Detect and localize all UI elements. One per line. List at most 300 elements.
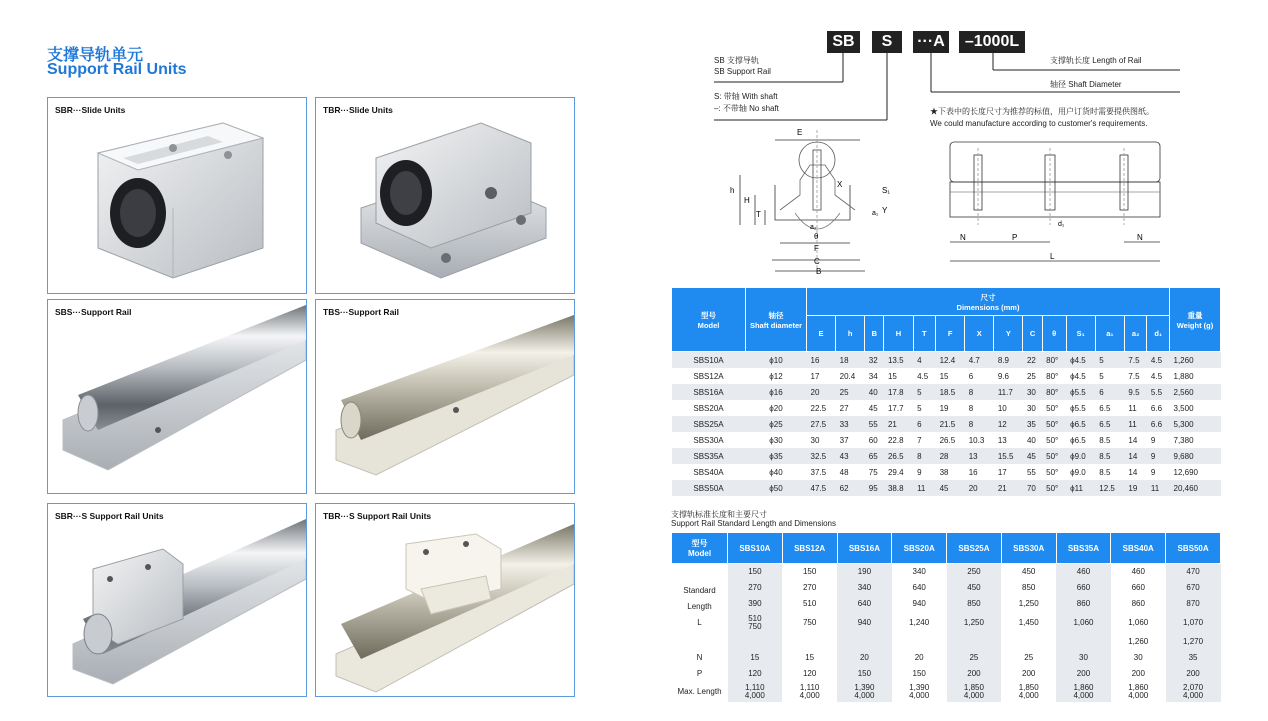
table-cell: 450 bbox=[947, 580, 1002, 596]
table-cell: 55 bbox=[865, 416, 884, 432]
dim-col-header: d₁ bbox=[1147, 316, 1170, 352]
table-cell: 8 bbox=[965, 384, 994, 400]
label-s1: S₁ bbox=[882, 186, 891, 195]
dim-col-header: X bbox=[965, 316, 994, 352]
table-cell: 1,270 bbox=[1166, 634, 1221, 650]
table-cell: 17 bbox=[810, 371, 820, 381]
dim-col-header: E bbox=[807, 316, 836, 352]
table-cell: 10 bbox=[997, 403, 1007, 413]
table-row bbox=[672, 432, 1221, 448]
table-cell: 50° bbox=[1042, 448, 1066, 464]
table-cell: 60 bbox=[868, 435, 878, 445]
table-cell: 50° bbox=[1046, 467, 1059, 477]
table-cell: 270 bbox=[728, 580, 783, 596]
panel-caption: SBR···Slide Units bbox=[55, 105, 126, 115]
table-row bbox=[672, 666, 1221, 682]
table-cell: 32.5 bbox=[807, 448, 836, 464]
table-cell: 32 bbox=[865, 352, 884, 369]
table-cell: 5 bbox=[917, 403, 922, 413]
table-cell: 18 bbox=[836, 352, 865, 369]
table-cell: 35 bbox=[1166, 650, 1221, 666]
table-cell: 14 bbox=[1128, 435, 1138, 445]
table-cell: 640 bbox=[837, 596, 892, 612]
label-b: B bbox=[816, 267, 822, 275]
table-cell: 1,390 4,000 bbox=[909, 683, 930, 700]
panel-sbr-slide-units bbox=[47, 97, 307, 294]
table-cell: 1,860 4,000 bbox=[1056, 682, 1111, 702]
table-cell: 12.5 bbox=[1095, 480, 1124, 496]
table-cell: 850 bbox=[947, 596, 1002, 612]
table-row bbox=[672, 564, 1221, 581]
panel-caption: TBS···Support Rail bbox=[323, 307, 400, 317]
table-cell: 5.5 bbox=[1147, 384, 1170, 400]
table-cell: 40 bbox=[1026, 435, 1036, 445]
table-cell: 7.5 bbox=[1124, 352, 1147, 369]
table-cell: 75 bbox=[868, 467, 878, 477]
sb-label-en: SB Support Rail bbox=[714, 67, 771, 76]
table-cell: 190 bbox=[837, 564, 892, 581]
table-cell: 640 bbox=[912, 583, 926, 592]
table-cell: 50° bbox=[1042, 480, 1066, 496]
table-cell: 1,250 bbox=[1018, 599, 1039, 608]
table-cell: 21 bbox=[994, 480, 1023, 496]
table-cell: SBS10A bbox=[672, 352, 746, 369]
table-cell: 30 bbox=[1133, 653, 1143, 662]
table-cell: 19 bbox=[1124, 480, 1147, 496]
table-cell: SBS20A bbox=[693, 403, 724, 413]
table-cell: 22.5 bbox=[810, 403, 827, 413]
table-cell: 9,680 bbox=[1170, 448, 1221, 464]
table-cell: 470 bbox=[1166, 564, 1221, 581]
table-cell: 25 bbox=[1024, 653, 1034, 662]
note-en: We could manufacture according to customer's requirements. bbox=[930, 119, 1148, 128]
table-cell: 20 bbox=[807, 384, 836, 400]
table-cell: ϕ25 bbox=[746, 416, 807, 432]
table-cell: 15 bbox=[887, 371, 897, 381]
std-header-model-code: SBS40A bbox=[1111, 533, 1166, 564]
table-cell: ϕ11 bbox=[1066, 480, 1095, 496]
label-c: C bbox=[814, 257, 820, 266]
std-header-model-code: SBS12A bbox=[782, 533, 837, 564]
label-e: E bbox=[797, 128, 803, 137]
table-cell: 250 bbox=[947, 564, 1002, 581]
table-cell: 1,240 bbox=[909, 618, 930, 627]
table-cell: 30 bbox=[1026, 403, 1036, 413]
table-cell: 11 bbox=[1128, 403, 1137, 413]
note-cn: ★下表中的长度尺寸为推荐的标值，用户订货时需要提供图纸。 bbox=[930, 107, 1154, 116]
table-cell bbox=[782, 634, 837, 650]
table-row bbox=[672, 448, 1221, 464]
label-y: Y bbox=[882, 206, 888, 215]
panel-caption: TBR···S Support Rail Units bbox=[323, 511, 432, 521]
table-cell: SBS12A bbox=[693, 371, 724, 381]
table-cell: 12 bbox=[994, 416, 1023, 432]
table-cell: 200 bbox=[1166, 666, 1221, 682]
table-cell: 12,690 bbox=[1173, 467, 1198, 477]
table-cell: 13 bbox=[965, 448, 994, 464]
label-n-right: N bbox=[1137, 233, 1143, 242]
table-cell: 390 bbox=[728, 596, 783, 612]
header-dimensions: 尺寸 Dimensions (mm) bbox=[807, 288, 1170, 316]
table-cell: 62 bbox=[836, 480, 865, 496]
sb-label-cn: SB 支撑导轨 bbox=[714, 56, 759, 65]
table-cell: 9 bbox=[1147, 448, 1170, 464]
table-cell: 8.5 bbox=[1099, 435, 1111, 445]
table-row bbox=[672, 612, 1221, 634]
table-cell: 5 bbox=[913, 384, 936, 400]
table-cell: 26.5 bbox=[884, 448, 913, 464]
table-cell: ϕ30 bbox=[769, 435, 783, 445]
table-cell bbox=[1056, 634, 1111, 650]
table-cell: SBS40A bbox=[693, 467, 724, 477]
header-model: 型号 Model bbox=[672, 288, 746, 352]
table-cell: 1,260 bbox=[1170, 352, 1221, 369]
table-cell: 1,850 4,000 bbox=[947, 682, 1002, 702]
table-cell bbox=[728, 634, 783, 650]
table-cell: 460 bbox=[1056, 564, 1111, 581]
table-cell: 37 bbox=[839, 435, 849, 445]
table-cell: 2,560 bbox=[1170, 384, 1221, 400]
table-cell: ϕ40 bbox=[769, 467, 783, 477]
code-sb: SB bbox=[827, 31, 860, 53]
table-row bbox=[672, 650, 1221, 666]
tbr-slide-unit-image bbox=[316, 98, 574, 293]
table-cell: 12.4 bbox=[936, 352, 965, 369]
label-theta: θ bbox=[814, 232, 819, 241]
table-cell: 2,070 4,000 bbox=[1166, 682, 1221, 702]
table-cell: 8.9 bbox=[994, 352, 1023, 369]
table-cell: 27.5 bbox=[807, 416, 836, 432]
table-cell: 16 bbox=[807, 352, 836, 369]
std-header-model: 型号 Model bbox=[672, 533, 728, 564]
panel-sbs-support-rail bbox=[47, 299, 307, 494]
table-cell: 11 bbox=[1147, 480, 1170, 496]
table-cell bbox=[1001, 634, 1056, 650]
table-cell: 50° bbox=[1046, 403, 1059, 413]
table-cell: 17 bbox=[997, 467, 1007, 477]
table-cell: 37.5 bbox=[810, 467, 827, 477]
table-cell: 1,850 4,000 bbox=[1018, 683, 1039, 700]
table-cell: 150 bbox=[728, 564, 783, 581]
code-a: ···A bbox=[913, 31, 949, 53]
header-weight: 重量 Weight (g) bbox=[1170, 288, 1221, 352]
table-cell: 30 bbox=[1056, 650, 1111, 666]
table-cell: 40 bbox=[865, 384, 884, 400]
std-header-model-code: SBS10A bbox=[728, 533, 783, 564]
table-cell: 9 bbox=[1150, 467, 1156, 477]
panel-tbr-slide-units bbox=[315, 97, 575, 294]
table-cell: 4.5 bbox=[917, 371, 929, 381]
table-cell: 1,450 bbox=[1018, 618, 1039, 627]
table-cell: 6 bbox=[1095, 384, 1124, 400]
table-cell: 19 bbox=[939, 403, 949, 413]
rail-length-label: 支撑轨长度 Length of Rail bbox=[1050, 56, 1142, 65]
table-row bbox=[672, 384, 1221, 400]
table-cell: 20 bbox=[914, 653, 924, 662]
table-cell: 15.5 bbox=[994, 448, 1023, 464]
table-cell: 21 bbox=[884, 416, 913, 432]
label-h-small: h bbox=[730, 186, 735, 195]
table-cell: 450 bbox=[1022, 567, 1036, 576]
std-header-model-code: SBS16A bbox=[837, 533, 892, 564]
table-cell: 120 bbox=[802, 669, 817, 678]
table-cell: 6.6 bbox=[1147, 416, 1170, 432]
table-cell bbox=[947, 634, 1002, 650]
panel-caption: SBS···Support Rail bbox=[55, 307, 132, 317]
table-cell: ϕ10 bbox=[746, 352, 807, 369]
std-header-model-code: SBS35A bbox=[1056, 533, 1111, 564]
sbs-support-rail-image bbox=[48, 300, 306, 493]
table-cell: 6.5 bbox=[1099, 403, 1111, 413]
sbr-slide-unit-image bbox=[48, 98, 306, 293]
table-cell: ϕ4.5 bbox=[1070, 371, 1086, 381]
table-cell: 1,110 4,000 bbox=[799, 683, 820, 700]
table-cell: 1,250 bbox=[947, 612, 1002, 634]
table-cell: 11 bbox=[1124, 416, 1147, 432]
table-cell bbox=[837, 634, 892, 650]
table-cell: 860 bbox=[1131, 599, 1145, 608]
cross-section-drawing bbox=[720, 125, 920, 275]
table-cell: 50° bbox=[1042, 416, 1066, 432]
table-cell: ϕ5.5 bbox=[1066, 384, 1095, 400]
table-cell: 150 bbox=[837, 666, 892, 682]
with-shaft-label: S: 带轴 With shaft bbox=[714, 92, 778, 101]
table-cell: 80° bbox=[1042, 352, 1066, 369]
table-cell bbox=[892, 634, 947, 650]
standard-length-table bbox=[671, 532, 1221, 702]
table-cell: 48 bbox=[839, 467, 849, 477]
table-cell: 30 bbox=[810, 435, 820, 445]
table-cell: SBS50A bbox=[672, 480, 746, 496]
dim-col-header: θ bbox=[1042, 316, 1066, 352]
table-cell: 120 bbox=[728, 666, 783, 682]
table-cell: 670 bbox=[1166, 580, 1221, 596]
table-cell: 270 bbox=[802, 583, 817, 592]
table-cell: 50° bbox=[1046, 435, 1059, 445]
table-cell: SBS35A bbox=[672, 448, 746, 464]
table-cell: 1,260 bbox=[1128, 637, 1149, 646]
label-x: X bbox=[837, 180, 843, 189]
table-row bbox=[672, 596, 1221, 612]
table-cell: 1,860 4,000 bbox=[1128, 683, 1149, 700]
dim-col-header: a₂ bbox=[1124, 316, 1147, 352]
std-header-model-code: SBS25A bbox=[947, 533, 1002, 564]
table-cell: 55 bbox=[1026, 467, 1036, 477]
table-cell: 340 bbox=[912, 567, 926, 576]
table-cell: 8 bbox=[965, 416, 994, 432]
side-view-drawing bbox=[940, 130, 1170, 270]
table-cell: P bbox=[696, 669, 703, 678]
table-row bbox=[672, 634, 1221, 650]
table-row bbox=[672, 580, 1221, 596]
table-cell: 510 bbox=[802, 599, 817, 608]
table-cell: 7,380 bbox=[1173, 435, 1194, 445]
table-cell: 4 bbox=[913, 352, 936, 369]
table-cell: 28 bbox=[936, 448, 965, 464]
table-cell: 7 bbox=[917, 435, 922, 445]
table-row bbox=[672, 352, 1221, 369]
dim-col-header: T bbox=[913, 316, 936, 352]
dim-col-header: F bbox=[936, 316, 965, 352]
table-cell: 21.5 bbox=[936, 416, 965, 432]
table-cell: 660 bbox=[1131, 583, 1145, 592]
table-cell: Max. Length bbox=[677, 687, 722, 696]
table-cell: 1,390 4,000 bbox=[837, 682, 892, 702]
page-title-en: Support Rail Units bbox=[47, 61, 187, 78]
table-cell: SBS16A bbox=[672, 384, 746, 400]
table-cell: ϕ9.0 bbox=[1066, 448, 1095, 464]
table-row bbox=[672, 368, 1221, 384]
table-cell: 1,060 bbox=[1056, 612, 1111, 634]
label-t: T bbox=[756, 210, 761, 219]
table-cell: 4.7 bbox=[965, 352, 994, 369]
table-cell: 14 bbox=[1128, 467, 1138, 477]
table-cell: ϕ6.5 bbox=[1070, 435, 1086, 445]
table-cell: 45 bbox=[1023, 448, 1042, 464]
page-title-cn: 支撑导轨单元 bbox=[47, 47, 144, 64]
table-cell: 15 bbox=[939, 371, 949, 381]
table-cell: 3,500 bbox=[1173, 403, 1194, 413]
sbr-s-support-rail-unit-image bbox=[48, 504, 306, 696]
table-cell: ϕ50 bbox=[746, 480, 807, 496]
table-cell: 4.5 bbox=[1147, 352, 1170, 369]
panel-caption: TBR···Slide Units bbox=[323, 105, 393, 115]
table-cell: 8.5 bbox=[1095, 448, 1124, 464]
table-cell: 6 bbox=[913, 416, 936, 432]
table-cell: 8.5 bbox=[1099, 467, 1111, 477]
table-cell: 200 bbox=[947, 666, 1002, 682]
table-cell: 13.5 bbox=[884, 352, 913, 369]
label-d1: d₁ bbox=[1058, 221, 1065, 228]
table-cell: 850 bbox=[1022, 583, 1036, 592]
table-cell: 22 bbox=[1023, 352, 1042, 369]
label-l: L bbox=[1050, 252, 1055, 261]
panel-tbr-s-support-rail-units bbox=[315, 503, 575, 697]
table-cell: 8 bbox=[913, 448, 936, 464]
table-cell: SBS25A bbox=[672, 416, 746, 432]
table-cell: ϕ35 bbox=[746, 448, 807, 464]
std-table-title-en: Support Rail Standard Length and Dimensions bbox=[671, 519, 836, 528]
table-cell: 38 bbox=[939, 467, 949, 477]
table-row bbox=[672, 682, 1221, 702]
table-cell: 11 bbox=[913, 480, 936, 496]
table-cell: 45 bbox=[936, 480, 965, 496]
dim-col-header: S₁ bbox=[1066, 316, 1095, 352]
table-cell: 200 bbox=[1131, 669, 1145, 678]
table-cell: N bbox=[696, 653, 703, 662]
table-cell: 860 bbox=[1056, 596, 1111, 612]
table-cell: 9 bbox=[917, 467, 922, 477]
table-cell: 510 750 bbox=[728, 612, 783, 634]
table-cell: 5 bbox=[1099, 371, 1104, 381]
table-cell: 17.7 bbox=[887, 403, 904, 413]
table-cell: ϕ6.5 bbox=[1066, 416, 1095, 432]
dim-col-header: B bbox=[865, 316, 884, 352]
table-cell: 7.5 bbox=[1128, 371, 1140, 381]
table-cell: 8 bbox=[968, 403, 974, 413]
table-cell: 38.8 bbox=[884, 480, 913, 496]
dim-col-header: h bbox=[836, 316, 865, 352]
std-header-model-code: SBS50A bbox=[1166, 533, 1221, 564]
label-h: H bbox=[744, 196, 750, 205]
table-cell: 18.5 bbox=[936, 384, 965, 400]
table-cell: 22.8 bbox=[887, 435, 904, 445]
table-cell: 5,300 bbox=[1170, 416, 1221, 432]
dim-col-header: H bbox=[884, 316, 913, 352]
table-cell: ϕ9.0 bbox=[1070, 467, 1086, 477]
table-cell: 26.5 bbox=[939, 435, 956, 445]
table-cell: 34 bbox=[868, 371, 878, 381]
table-cell: 80° bbox=[1046, 371, 1059, 381]
label-p: P bbox=[1012, 233, 1018, 242]
table-row bbox=[672, 416, 1221, 432]
table-cell: 940 bbox=[912, 599, 926, 608]
table-cell: 25 bbox=[836, 384, 865, 400]
table-cell: 27 bbox=[839, 403, 849, 413]
table-cell: ϕ12 bbox=[769, 371, 783, 381]
table-cell: 17.8 bbox=[884, 384, 913, 400]
header-shaft-diameter: 轴径 Shaft diameter bbox=[746, 288, 807, 352]
std-header-model-code: SBS30A bbox=[1001, 533, 1056, 564]
table-cell: 200 bbox=[1056, 666, 1111, 682]
table-cell: 35 bbox=[1023, 416, 1042, 432]
table-cell: 20,460 bbox=[1170, 480, 1221, 496]
table-cell: 25 bbox=[1026, 371, 1036, 381]
table-cell: 4.5 bbox=[1150, 371, 1163, 381]
table-cell: 13 bbox=[997, 435, 1007, 445]
table-cell: ϕ20 bbox=[769, 403, 783, 413]
table-row bbox=[672, 464, 1221, 480]
table-row bbox=[672, 480, 1221, 496]
table-cell: ϕ4.5 bbox=[1066, 352, 1095, 369]
tbs-support-rail-image bbox=[316, 300, 574, 493]
table-cell: 6.6 bbox=[1150, 403, 1163, 413]
label-a1: a₁ bbox=[872, 210, 879, 217]
dim-col-header: Y bbox=[994, 316, 1023, 352]
table-cell: 14 bbox=[1124, 448, 1147, 464]
code-s: S bbox=[872, 31, 902, 53]
table-cell: 25 bbox=[947, 650, 1002, 666]
table-cell: 15 bbox=[728, 650, 783, 666]
panel-sbr-s-support-rail-units bbox=[47, 503, 307, 697]
table-cell: 1,070 bbox=[1166, 612, 1221, 634]
table-cell: 10.3 bbox=[968, 435, 985, 445]
table-cell: 30 bbox=[1023, 384, 1042, 400]
table-cell: 29.4 bbox=[887, 467, 904, 477]
table-cell: 11.7 bbox=[994, 384, 1023, 400]
table-row bbox=[672, 400, 1221, 416]
table-cell: 1,880 bbox=[1173, 371, 1194, 381]
table-cell: 870 bbox=[1166, 596, 1221, 612]
label-n-left: N bbox=[960, 233, 966, 242]
table-cell: 660 bbox=[1056, 580, 1111, 596]
table-cell: 80° bbox=[1042, 384, 1066, 400]
dimensions-table bbox=[671, 287, 1221, 496]
table-cell: 16 bbox=[968, 467, 978, 477]
table-cell: 47.5 bbox=[807, 480, 836, 496]
table-cell: 150 bbox=[912, 669, 926, 678]
table-cell: ϕ5.5 bbox=[1070, 403, 1086, 413]
table-cell: 33 bbox=[836, 416, 865, 432]
table-cell: 6.5 bbox=[1095, 416, 1124, 432]
table-cell: 5 bbox=[1095, 352, 1124, 369]
table-cell: 65 bbox=[865, 448, 884, 464]
table-cell: 9 bbox=[1150, 435, 1156, 445]
panel-caption: SBR···S Support Rail Units bbox=[55, 511, 164, 521]
label-f: F bbox=[814, 244, 819, 253]
dim-col-header: C bbox=[1023, 316, 1042, 352]
table-cell: 6 bbox=[968, 371, 974, 381]
